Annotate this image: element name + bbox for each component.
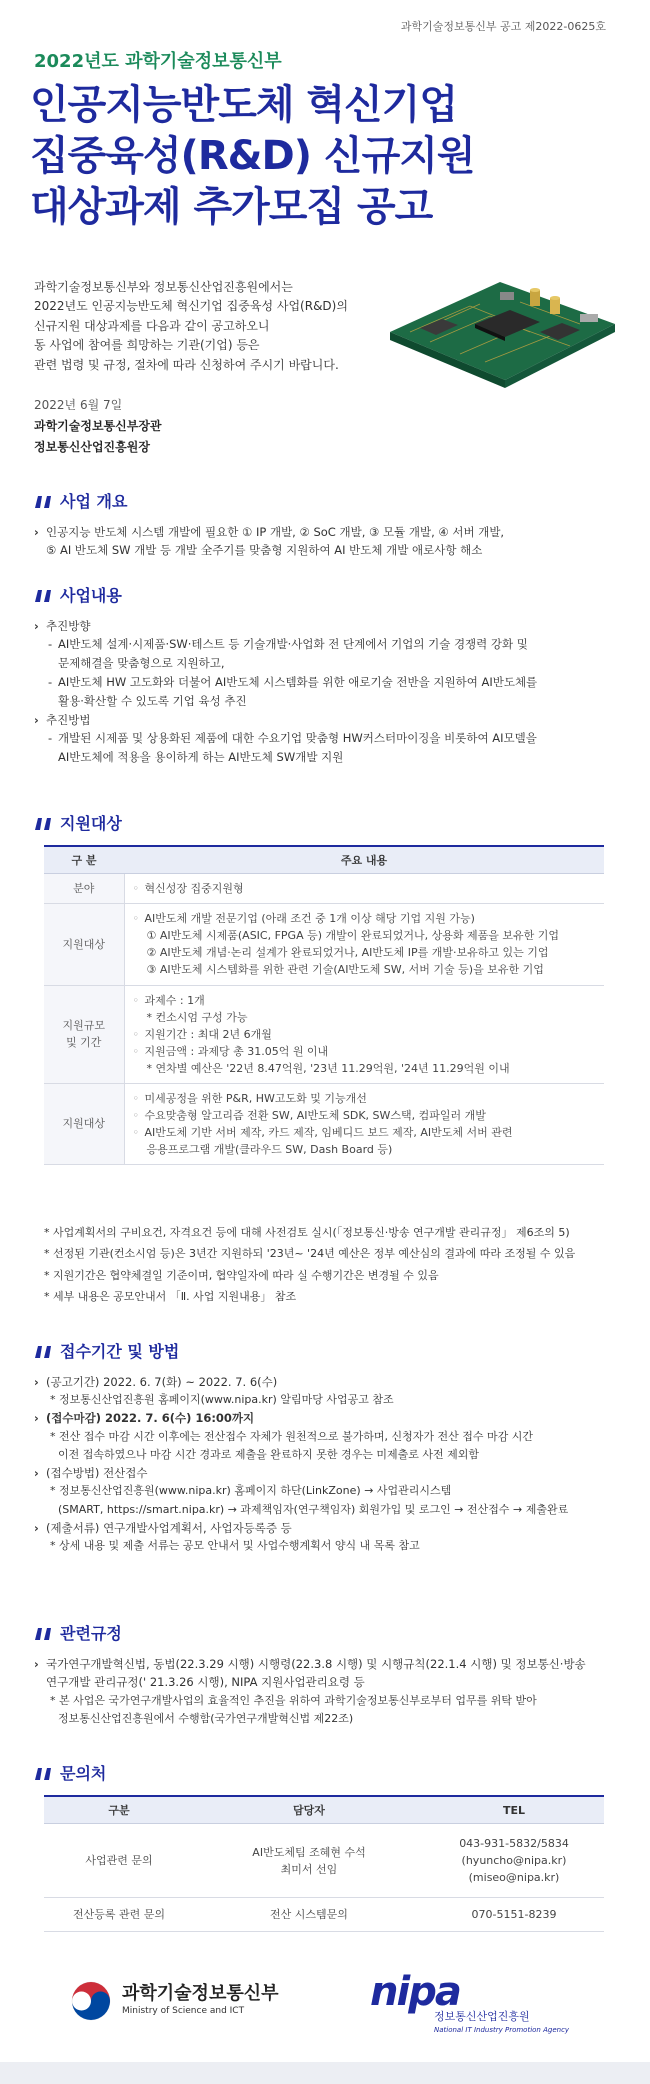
column-header: 구분	[44, 1796, 194, 1824]
regulation-item: › 국가연구개발혁신법, 동법(22.3.29 시행) 시행령(22.3.8 시행) 및 시행규칙(22.1.4 시행) 및 정보통신·방송 연구개발 관리규정(' 21.3.26 시행), NIPA 지원사업관리요령 등	[34, 1656, 586, 1690]
table-row: 지원대상 ◦ AI반도체 개발 전문기업 (아래 조건 중 1개 이상 해당 기업 지원 가능) ① AI반도체 시제품(ASIC, FPGA 등) 개발이 완료되었거나, 상용화 제품을 보유한 기업 ② AI반도체 개념·논리 설계가 완료되었거나, AI반도체 IP를 개발·보유하고 있는 기업 ③ AI반도체 시스템화를 위한 관련 기술(AI반도체 SW, 서버 기술 등)을 보유한 기업	[44, 904, 604, 985]
title-line-1: 인공지능반도체 혁신기업	[30, 82, 457, 128]
inquiry-contact: 전산 시스템문의	[194, 1898, 424, 1932]
msit-name-en: Ministry of Science and ICT	[122, 2005, 245, 2016]
note-line: * 지원기간은 협약체결일 기준이며, 협약일자에 따라 실 수행기간은 변경될 수 있음	[44, 1268, 439, 1282]
footer-bar	[0, 2062, 650, 2084]
reception-item: › (접수방법) 전산접수	[34, 1466, 148, 1480]
reception-note: * 정보통신산업진흥원(www.nipa.kr) 홈페이지 하단(LinkZone) → 사업관리시스템 (SMART, https://smart.nipa.kr) → 과제책임자(연구책임자) 회원가입 및 로그인 → 전산접수 → 제출완료	[50, 1484, 569, 1516]
notice-number: 과학기술정보통신부 공고 제2022-0625호	[400, 20, 606, 33]
table-row: 분야 ◦ 혁신성장 집중지원형	[44, 874, 604, 904]
intro-paragraph	[34, 278, 404, 375]
quote-mark-icon	[34, 1345, 52, 1359]
inquiry-contact: AI반도체팀 조혜현 수석 최미서 선임	[194, 1824, 424, 1898]
msit-name-ko: 과학기술정보통신부	[122, 1983, 279, 2005]
title-line-2: 집중육성(R&D) 신규지원	[30, 133, 475, 180]
quote-mark-icon	[34, 589, 52, 603]
reception-item: › (제출서류) 연구개발사업계획서, 사업자등록증 등	[34, 1520, 292, 1535]
row-label: 지원대상	[44, 1083, 124, 1164]
section-title: 문의처	[60, 1764, 107, 1783]
column-header: 주요 내용	[124, 846, 604, 874]
section-title: 접수기간 및 방법	[60, 1342, 180, 1361]
section-inquiry	[34, 1762, 616, 1932]
method-heading: › 추진방법	[34, 713, 91, 728]
section-overview	[34, 490, 616, 560]
column-header: 담당자	[194, 1796, 424, 1824]
inquiry-tel: 070-5151-8239	[424, 1898, 604, 1932]
section-header	[34, 1622, 616, 1647]
quote-mark-icon	[34, 495, 52, 509]
reception-note: * 전산 접수 마감 시간 이후에는 전산접수 자체가 원천적으로 불가하며, 신청자가 전산 접수 마감 시간 이전 접속하였으나 마감 시간 경과로 제출을 완료하지 못한 경우는 미제출로 사전 제외함	[50, 1429, 533, 1461]
direction-item: - AI반도체 설계·시제품·SW·테스트 등 기술개발·사업화 전 단계에서 기업의 기술 경쟁력 강화 및 문제해결을 맞춤형으로 지원하고,	[48, 637, 528, 671]
intro-line: 동 사업에 참여를 희망하는 기관(기업) 등은	[34, 338, 260, 353]
direction-item: - AI반도체 HW 고도화와 더불어 AI반도체 시스템화를 위한 애로기술 전반을 지원하여 AI반도체를 활용·확산할 수 있도록 기업 육성 추진	[48, 675, 538, 709]
quote-mark-icon	[34, 1627, 52, 1641]
overview-text: › 인공지능 반도체 시스템 개발에 필요한 ① IP 개발, ② SoC 개발, ③ 모듈 개발, ④ 서버 개발, ⑤ AI 반도체 SW 개발 등 개발 全주기를 맞춤형 지원하여 AI 반도체 개발 애로사항 해소	[34, 523, 616, 560]
row-label: 지원대상	[44, 904, 124, 985]
reception-item: › (접수마감) 2022. 7. 6(수) 16:00까지	[34, 1411, 255, 1426]
table-header-row	[44, 846, 604, 874]
intro-line: 2022년도 인공지능반도체 혁신기업 집중육성 사업(R&D)의	[34, 299, 348, 314]
inquiry-type: 사업관련 문의	[44, 1824, 194, 1898]
reception-item: › (공고기간) 2022. 6. 7(화) ~ 2022. 7. 6(수)	[34, 1374, 278, 1389]
regulation-note: * 본 사업은 국가연구개발사업의 효율적인 추진을 위하여 과학기술정보통신부로부터 업무를 위탁 받아 정보통신산업진흥원에서 수행함(국가연구개발혁신법 제22조)	[50, 1693, 537, 1725]
inquiry-tel: 043-931-5832/5834 (hyuncho@nipa.kr) (miseo@nipa.kr)	[424, 1824, 604, 1898]
announcement-date: 2022년 6월 7일	[34, 398, 123, 412]
section-title: 관련규정	[60, 1624, 122, 1643]
section-regulation	[34, 1622, 616, 1728]
section-header	[34, 490, 616, 515]
section-title: 사업내용	[60, 586, 122, 605]
intro-line: 신규지원 대상과제를 다음과 같이 공고하오니	[34, 318, 270, 333]
column-header: 구 분	[44, 846, 124, 874]
sub-title: 2022년도 과학기술정보통신부	[34, 51, 282, 72]
section-target	[34, 812, 616, 1165]
section-content	[34, 584, 616, 767]
reception-note: * 상세 내용 및 제출 서류는 공모 안내서 및 사업수행계획서 양식 내 목록 참고	[50, 1539, 420, 1553]
signer-2: 정보통신산업진흥원장	[34, 440, 150, 454]
table-row: 지원대상 ◦ 미세공정을 위한 P&R, HW고도화 및 기능개선 ◦ 수요맞춤형 알고리즘 전환 SW, AI반도체 SDK, SW스택, 컴파일러 개발 ◦ AI반도체 기반 서버 제작, 카드 제작, 임베디드 보드 제작, AI반도체 서버 관련 응용프로그램 개발(클라우드 SW, Dash Board 등)	[44, 1083, 604, 1164]
msit-logo	[70, 1980, 279, 2022]
table-header-row	[44, 1796, 604, 1824]
row-label: 분야	[44, 874, 124, 904]
intro-line: 과학기술정보통신부와 정보통신산업진흥원에서는	[34, 280, 293, 294]
table-row	[44, 1824, 604, 1898]
quote-mark-icon	[34, 817, 52, 831]
section-header	[34, 1340, 616, 1365]
section-header	[34, 812, 616, 837]
nipa-wordmark: nipa	[370, 1969, 460, 2015]
quote-mark-icon	[34, 1767, 52, 1781]
section-title: 지원대상	[60, 814, 122, 833]
method-item: - 개발된 시제품 및 상용화된 제품에 대한 수요기업 맞춤형 HW커스터마이징을 비롯하여 AI모델을 AI반도체에 적용을 용이하게 하는 AI반도체 SW개발 지원	[48, 731, 537, 765]
note-line: * 세부 내용은 공모안내서 「Ⅱ. 사업 지원내용」 참조	[44, 1290, 297, 1304]
signer-1: 과학기술정보통신부장관	[34, 419, 162, 433]
inquiry-table	[44, 1795, 604, 1933]
column-header: TEL	[424, 1796, 604, 1824]
section-header	[34, 1762, 616, 1787]
table-row	[44, 1898, 604, 1932]
page-title	[30, 80, 590, 234]
taegeuk-emblem-icon	[70, 1980, 112, 2022]
target-table	[44, 845, 604, 1165]
nipa-logo	[370, 1969, 570, 2036]
overview-line: 인공지능 반도체 시스템 개발에 필요한 ① IP 개발, ② SoC 개발, ③ 모듈 개발, ④ 서버 개발,	[46, 524, 505, 539]
section-header	[34, 584, 616, 609]
reception-note: * 정보통신산업진흥원 홈페이지(www.nipa.kr) 알림마당 사업공고 참조	[50, 1393, 394, 1407]
nipa-name-en: National IT Industry Promotion Agency	[434, 2026, 570, 2035]
intro-line: 관련 법령 및 규정, 절차에 따라 신청하여 주시기 바랍니다.	[34, 357, 339, 372]
note-line: * 사업계획서의 구비요건, 자격요건 등에 대해 사전검토 실시(「정보통신·방송 연구개발 관리규정」 제6조의 5)	[44, 1226, 570, 1239]
table-row: 지원규모 및 기간 ◦ 과제수 : 1개 * 컨소시엄 구성 가능 ◦ 지원기간 : 최대 2년 6개월 ◦ 지원금액 : 과제당 총 31.05억 원 이내 * 연차별 예산은 '22년 8.47억원, '23년 11.29억원, '24년 11.29억원 이내	[44, 985, 604, 1083]
row-label: 지원규모 및 기간	[44, 985, 124, 1083]
inquiry-type: 전산등록 관련 문의	[44, 1898, 194, 1932]
note-line: * 선정된 기관(컨소시엄 등)은 3년간 지원하되 '23년~ '24년 예산은 정부 예산심의 결과에 따라 조정될 수 있음	[44, 1247, 576, 1261]
section-reception	[34, 1340, 616, 1555]
title-line-3: 대상과제 추가모집 공고	[30, 184, 433, 231]
signature-block	[34, 395, 162, 458]
direction-heading: › 추진방향	[34, 618, 91, 633]
overview-line: ⑤ AI 반도체 SW 개발 등 개발 全주기를 맞춤형 지원하여 AI 반도체 개발 애로사항 해소	[46, 543, 483, 558]
footer	[0, 1960, 650, 2084]
section-title: 사업 개요	[60, 492, 128, 511]
nipa-name-ko: 정보통신산업진흥원	[434, 2010, 530, 2023]
target-notes	[44, 1222, 624, 1308]
circuit-board-illustration	[380, 262, 620, 392]
